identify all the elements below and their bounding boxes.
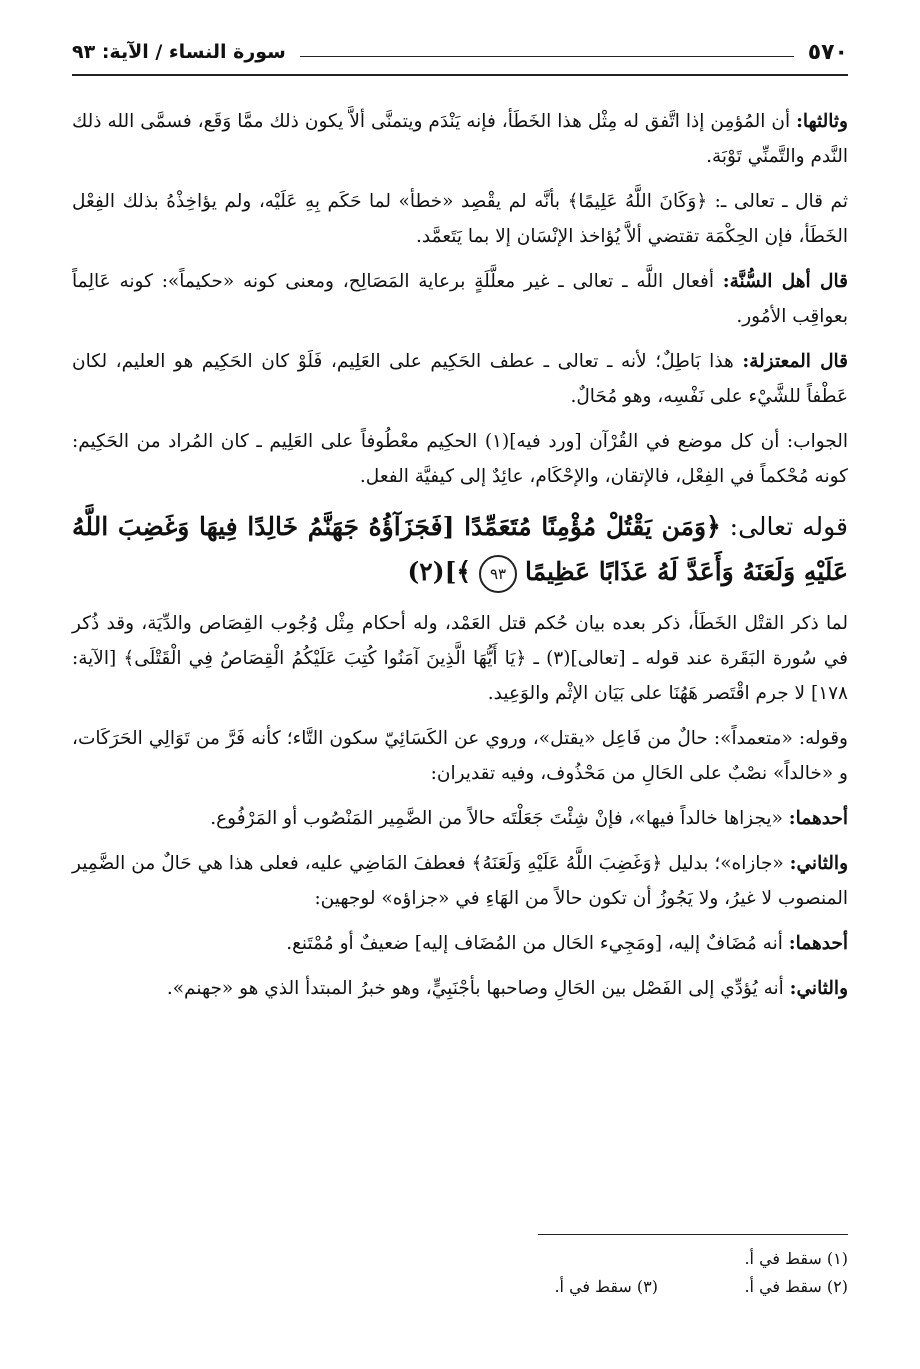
footnote-1: (١) سقط في أ. bbox=[744, 1249, 848, 1268]
paragraph-lead: والثاني: bbox=[789, 853, 848, 874]
paragraph-text: لما ذكر القتْل الخَطَأ، ذكر بعده بيان حُكم قتل العَمْد، وله أحكام مِثْل وُجُوب القِصَاص والدِّيَة، وقد ذُكر في سُورة البَقَرة عند قوله ـ [تعالى](٣) ـ ﴿يَا أَيُّهَا الَّذِينَ آمَنُوا كُتِبَ عَلَيْكُمُ الْقِصَاصُ فِي الْقَتْلَى﴾ [الآية: ١٧٨] لا جرم اقْتَصر هَهُنَا على بَيَان الإثْم والوَعِيد. bbox=[72, 613, 848, 704]
paragraph-6 bbox=[72, 606, 848, 711]
paragraph-3 bbox=[72, 264, 848, 334]
paragraph-4 bbox=[72, 344, 848, 414]
running-title: سورة النساء / الآية: ٩٣ bbox=[72, 41, 286, 63]
paragraph-2 bbox=[72, 184, 848, 254]
verse-block bbox=[72, 504, 848, 594]
paragraph-text: ثم قال ـ تعالى ـ: ﴿وَكَانَ اللَّهُ عَلِيمًا﴾ بأنَّه لم يقْصِد «خطأ» لما حَكَم بِهِ عَلَيْه، ولم يؤاخِذْهُ بذلك الفِعْل الخَطَأ، فإن الحِكْمَة تقتضي ألاَّ يُؤاخذ الإنْسَان إلا بما يَتَعمَّد. bbox=[72, 191, 848, 247]
paragraph-text: الجواب: أن كل موضع في القُرْآن [ورد فيه](١) الحكِيم معْطُوفاً على العَلِيم ـ كان المُراد من الحَكِيم: كونه مُحْكماً في الفِعْل، فالإتقان، والإحْكَام، عائِدٌ إلى كيفيَّة الفعل. bbox=[72, 431, 848, 487]
paragraph-text: أنه مُضَافٌ إليه، [ومَجِيء الحَال من المُضَاف إليه] ضعيفٌ أو مُمْتَنع. bbox=[286, 933, 789, 954]
document-page bbox=[72, 30, 848, 1350]
paragraph-10 bbox=[72, 926, 848, 961]
paragraph-text: وقوله: «متعمداً»: حالٌ من فَاعِل «يقتل»، وروي عن الكَسَائِيّ سكون التَّاء؛ كأنه فَرَّ من تَوَالِي الحَرَكَات، و «خالداً» نصْبٌ على الحَالِ من مَحْذُوف، وفيه تقديران: bbox=[72, 728, 848, 784]
footnote-separator bbox=[538, 1234, 848, 1235]
verse-text: ﴿وَمَن يَقْتُلْ مُؤْمِنًا مُتَعَمِّدًا [فَجَزَآؤُهُ جَهَنَّمُ خَالِدًا فِيهَا وَغَضِبَ اللَّهُ عَلَيْهِ وَلَعَنَهُ وَأَعَدَّ لَهُ عَذَابًا عَظِيمًا bbox=[72, 512, 848, 586]
paragraph-lead: وثالثها: bbox=[796, 111, 848, 132]
paragraph-text: «يجزاها خالداً فيها»، فإنْ شِئْتَ جَعَلْتَه حالاً من الضَّمِير المَنْصُوب أو المَرْفُوع. bbox=[210, 808, 789, 829]
page-header bbox=[72, 30, 848, 76]
page-body bbox=[72, 104, 848, 1006]
paragraph-text: أنه يُؤدِّي إلى الفَصْل بين الحَالِ وصاحبها بأجْنَبِيٍّ، وهو خبرُ المبتدأ الذي هو «جهنم». bbox=[166, 978, 790, 999]
paragraph-11 bbox=[72, 971, 848, 1006]
paragraph-7 bbox=[72, 721, 848, 791]
footnote-3: (٣) سقط في أ. bbox=[554, 1277, 658, 1296]
paragraph-text: أفعال اللَّه ـ تعالى ـ غير معلَّلَةٍ برعاية المَصَالِح، ومعنى كونه «حكيماً»: كونه عَالِماً بعواقِب الأمُور. bbox=[72, 271, 848, 327]
paragraph-lead: قال المعتزلة: bbox=[742, 351, 849, 372]
verse-intro: قوله تعالى: bbox=[720, 512, 849, 541]
paragraph-9 bbox=[72, 846, 848, 916]
paragraph-lead: والثاني: bbox=[789, 978, 848, 999]
footnote-row bbox=[72, 1245, 848, 1273]
paragraph-lead: قال أهل السُّنَّة: bbox=[722, 271, 848, 292]
page-number: ٥٧٠ bbox=[807, 39, 848, 65]
verse-closing: ﴾](٢) bbox=[407, 557, 472, 586]
ayah-number-marker: ٩٣ bbox=[479, 555, 517, 593]
paragraph-text: أن المُؤمِن إذا اتَّفق له مِثْل هذا الخَطَأ، فإنه يَنْدَم ويتمنَّى ألاَّ يكون ذلك ممَّا وَقَع، فسمَّى الله ذلك النَّدم والتَّمنِّي تَوْبَة. bbox=[72, 111, 848, 167]
footnotes bbox=[72, 1234, 848, 1301]
header-rule bbox=[300, 56, 794, 57]
paragraph-text: هذا بَاطِلٌ؛ لأنه ـ تعالى ـ عطف الحَكِيم على العَلِيم، فَلَوْ كان الحَكِيم هو العليم، لكان عَطْفاً للشَّيْء على نَفْسِه، وهو مُحَالٌ. bbox=[72, 351, 848, 407]
footnote-2: (٢) سقط في أ. bbox=[744, 1277, 848, 1296]
paragraph-1 bbox=[72, 104, 848, 174]
paragraph-lead: أحدهما: bbox=[788, 808, 848, 829]
footnote-row bbox=[72, 1273, 848, 1301]
paragraph-8 bbox=[72, 801, 848, 836]
paragraph-lead: أحدهما: bbox=[788, 933, 848, 954]
paragraph-text: «جازاه»؛ بدليل ﴿وَغَضِبَ اللَّهُ عَلَيْهِ وَلَعَنَهُ﴾ فعطفَ المَاضِي عليه، فعلى هذا هي حَالٌ من الضَّمِير المنصوب لا غيرُ، ولا يَجُوزُ أن تكون حالاً من الهَاءِ في «جزاؤه» لوجهين: bbox=[72, 853, 848, 909]
paragraph-5 bbox=[72, 424, 848, 494]
